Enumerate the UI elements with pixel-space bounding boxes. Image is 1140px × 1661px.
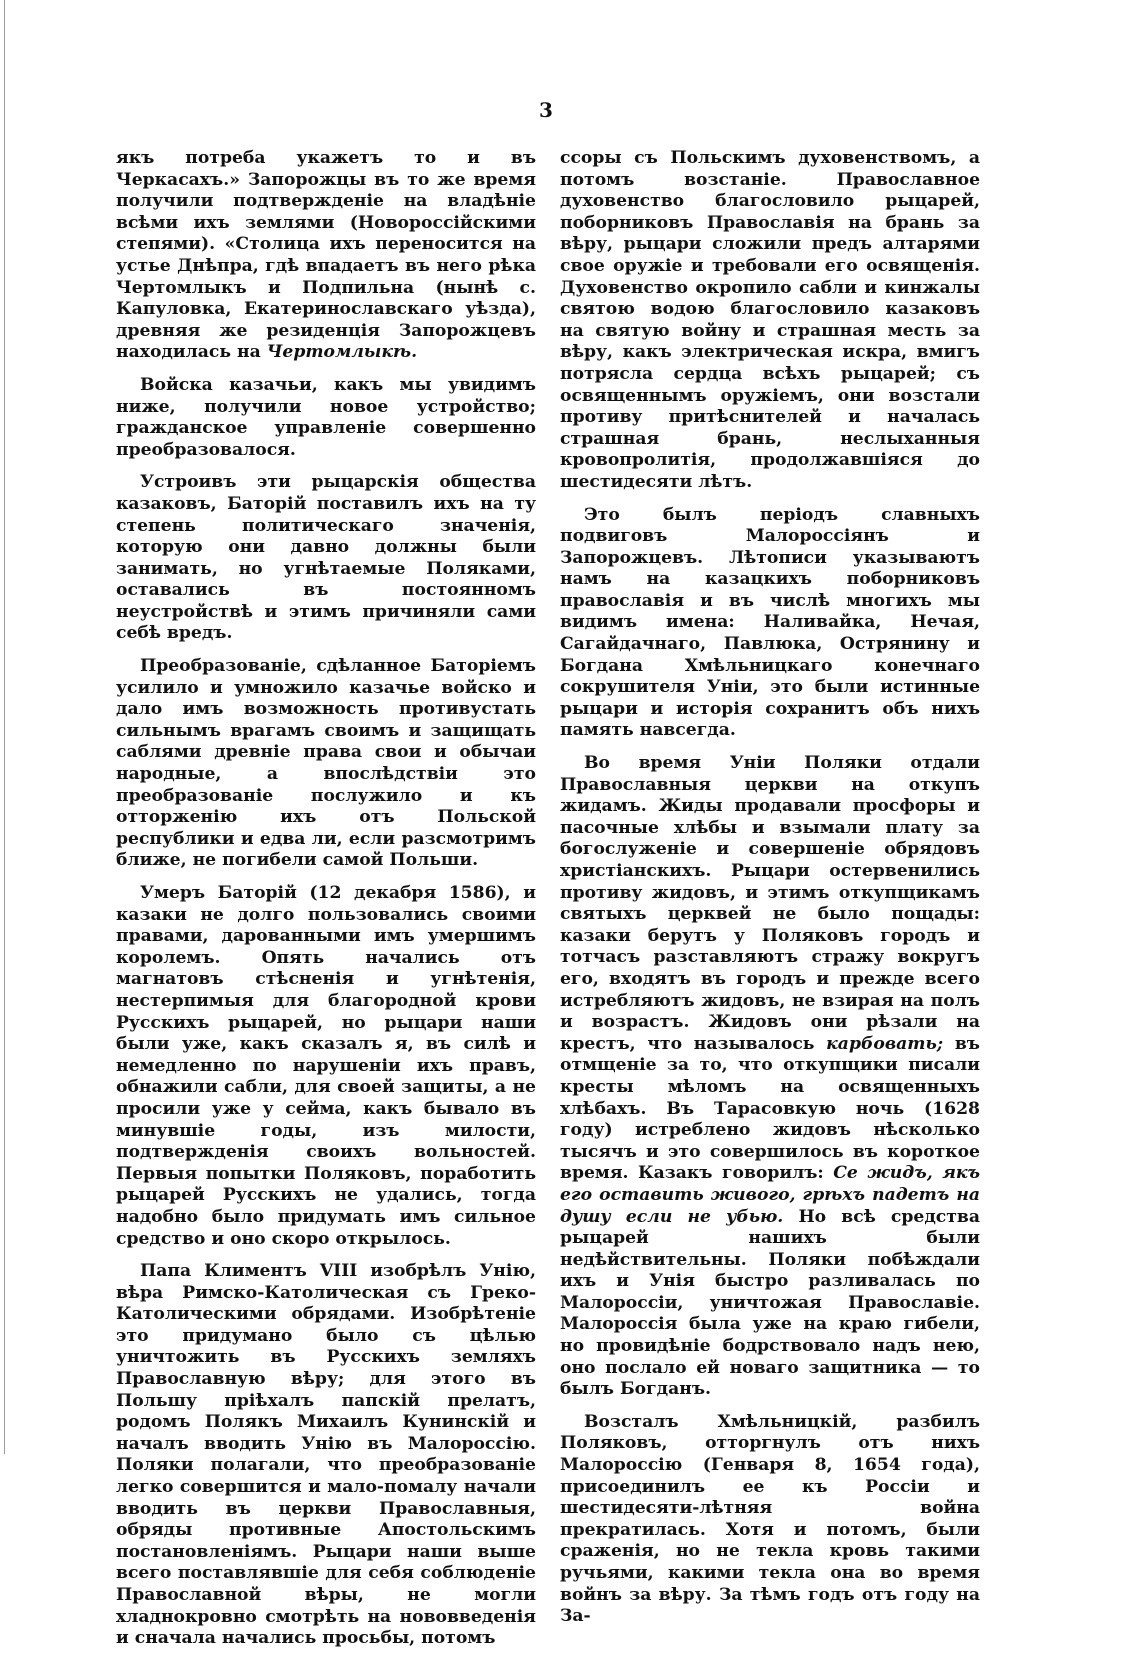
paragraph-emphasis: Се жидъ, якъ его оставить живого, грѣхъ падетъ на душу если не убью.	[560, 1163, 981, 1227]
right-column	[560, 148, 980, 1639]
paragraph: Возсталъ Хмѣльницкій, разбилъ Поляковъ, отторгнулъ отъ нихъ Малороссію (Генваря 8, 1654 года), присоединилъ ее къ Россіи и шестидесяти-лѣтняя война прекратилась. Хотя и потомъ, были сраженія, но не текла кровь такими ручьями, какими текла она во время войнъ за вѣру. За тѣмъ годъ отъ году на За-	[560, 1411, 980, 1627]
page-number: 3	[539, 98, 553, 122]
paragraph	[116, 148, 536, 364]
paragraph-text: Во время Уніи Поляки отдали Православныя церкви на откупъ жидамъ. Жиды продавали просфоры и пасочные хлѣбы и взымали плату за богослуженіе и совершеніе обрядовъ христіанскихъ. Рыцари остервенились противу жидовъ, и этимъ откупщикамъ святыхъ церквей не было пощады: казаки берутъ у Поляковъ городъ и тотчасъ разставляютъ стражу вокругъ его, входятъ въ городъ и прежде всего истребляютъ жидовъ, не взирая на полъ и возрастъ. Жидовъ они рѣзали на крестъ, что называлось	[560, 753, 980, 1054]
paragraph-emphasis: карбовать;	[826, 1033, 944, 1054]
paragraph: Умеръ Баторій (12 декабря 1586), и казаки не долго пользовались своими правами, дарованными имъ умершимъ королемъ. Опять начались отъ магнатовъ стѣсненія и угнѣтенія, нестерпимыя для благородной крови Русскихъ рыцарей, но рыцари наши были уже, какъ сказалъ я, въ силѣ и немедленно по нарушеніи ихъ правъ, обнажили сабли, для своей защиты, а не просили уже у сейма, какъ бывало въ минувшіе годы, изъ милости, подтвержденія своихъ вольностей. Первыя попытки Поляковъ, поработить рыцарей Русскихъ не удались, тогда надобно было придумать имъ сильное средство и оно скоро открылось.	[116, 883, 536, 1249]
paragraph	[560, 753, 980, 1401]
paragraph: Преобразованіе, сдѣланное Баторіемъ усилило и умножило казачье войско и дало имъ возможность противустать сильнымъ врагамъ своимъ и защищать саблями древніе права свои и обычаи народные, а впослѣдствіи это преобразованіе послужило и къ отторженію ихъ отъ Польской республики и едва ли, если разсмотримъ ближе, не погибели самой Польши.	[116, 656, 536, 871]
paragraph: ссоры съ Польскимъ духовенствомъ, а потомъ возстаніе. Православное духовенство благословило рыцарей, поборниковъ Православія на брань за вѣру, рыцари сложили предъ алтарями свое оружіе и требовали его освященія. Духовенство окропило сабли и кинжалы святою водою благословило казаковъ на святую войну и страшная месть за вѣру, какъ электрическая искра, вмигъ потрясла сердца всѣхъ рыцарей; съ освященнымъ оружіемъ, они возстали противу притѣснителей и началась страшная брань, неслыханныя кровопролитія, продолжавшіяся до шестидесяти лѣтъ.	[560, 148, 980, 492]
paragraph-text: въ отмщеніе за то, что откупщики писали кресты мѣломъ на освященныхъ хлѣбахъ. Въ Тарасовкую ночь (1628 году) истреблено жидовъ нѣсколько тысячъ и это совершилось въ короткое время. Казакъ говорилъ:	[560, 1033, 980, 1184]
scan-edge-line	[4, 0, 5, 1454]
paragraph: Устроивъ эти рыцарскія общества казаковъ, Баторій поставилъ ихъ на ту степень политическаго значенія, которую они давно должны были занимать, но угнѣтаемые Поляками, оставались въ постоянномъ неустройствѣ и этимъ причиняли сами себѣ вредъ.	[116, 472, 536, 644]
left-column	[116, 148, 536, 1661]
paragraph-text: Но всѣ средства рыцарей нашихъ были недѣйствительны. Поляки побѣждали ихъ и Унія быстро разливалась по Малороссіи, уничтожая Православіе. Малороссія была уже на краю гибели, но провидѣніе бодрствовало надъ нею, оно послало ей новаго защитника — то былъ Богданъ.	[560, 1206, 980, 1400]
paragraph: Войска казачьи, какъ мы увидимъ ниже, получили новое устройство; гражданское управленіе совершенно преобразовалося.	[116, 374, 536, 460]
paragraph: Папа Климентъ VIII изобрѣлъ Унію, вѣра Римско-Католическая съ Греко-Католическими обрядами. Изобрѣтеніе это придумано было съ цѣлью уничтожить въ Русскихъ земляхъ Православную вѣру; для этого въ Польшу пріѣхалъ папскій прелатъ, родомъ Полякъ Михаилъ Кунинскій и началъ вводить Унію въ Малороссію. Поляки полагали, что преобразованіе легко совершится и мало-помалу начали вводить въ церкви Православныя, обряды противные Апостольскимъ постановленіямъ. Рыцари наши выше всего поставлявшіе для себя соблюденіе Православной вѣры, не могли хладнокровно смотрѣть на нововведенія и сначала начались просьбы, потомъ	[116, 1261, 536, 1649]
paragraph: Это былъ періодъ славныхъ подвиговъ Малороссіянъ и Запорожцевъ. Лѣтописи указываютъ намъ на казацкихъ поборниковъ православія и въ числѣ многихъ мы видимъ имена: Наливайка, Нечая, Сагайдачнаго, Павлюка, Острянину и Богдана Хмѣльницкаго конечнаго сокрушителя Уніи, это были истинные рыцари и исторія сохранитъ объ нихъ память навсегда.	[560, 504, 980, 741]
paragraph-emphasis: Чертомлыкѣ.	[266, 342, 418, 363]
paragraph-text: якъ потреба укажетъ то и въ Черкасахъ.» Запорожцы въ то же время получили подтвержденіе на владѣніе всѣми ихъ землями (Новороссійскими степями). «Столица ихъ переносится на устье Днѣпра, гдѣ впадаетъ въ него рѣка Чертомлыкъ и Подпильна (нынѣ с. Капуловка, Екатеринославскаго уѣзда), древняя же резиденція Запорожцевъ находилась на	[116, 148, 536, 363]
